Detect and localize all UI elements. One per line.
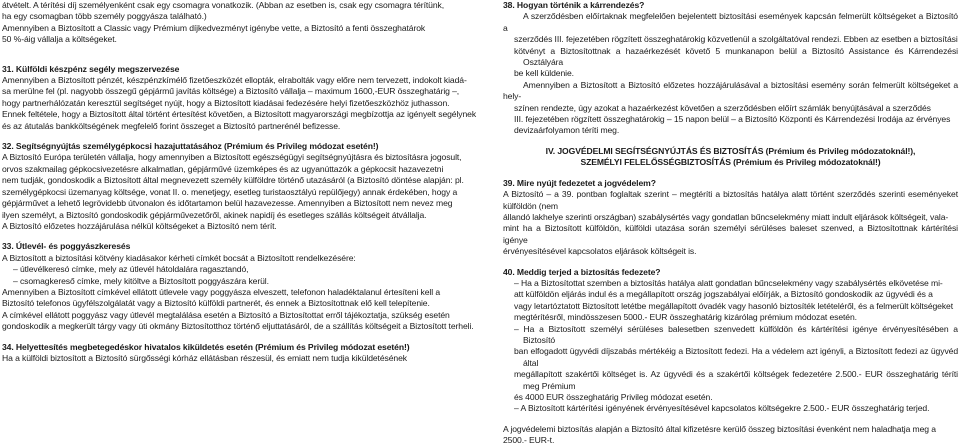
right-column — [503, 0, 958, 446]
section-40-line: – A Biztosított kártérítési igényének érvényesítésével kapcsolatos költségekre 2.500.- EUR összeghatárig terjed. — [514, 403, 930, 414]
section-39-line: érvényesítésével kapcsolatos eljárások költségeit is. — [503, 246, 697, 257]
section-38-line: III. fejezetében rögzített összeghatárokig – 15 napon belül – a Biztosító Központi és Kárrendezési Irodája az érvényes — [514, 114, 951, 125]
section-33-bullet: – útlevélkeresó címke, mely az útlevél hátoldalára ragasztandó, — [13, 264, 249, 275]
section-32-line: gépjárművet a lehető legrövidebb útvonalon és időtartamon belül hazavezesse. Amennyiben a Biztosított nem nevez meg — [2, 198, 453, 209]
section-33-line: Biztosító telefonos ügyfélszolgálatát vagy a Biztosító külföldi partnerét, és ennek a Biztosítottnak elő kell telepítenie. — [2, 298, 430, 309]
intro-line: 50 %-áig vállalja a költségeket. — [2, 34, 117, 45]
section-31-line: Amennyiben a Biztosított pénzét, készpénzkímélő fizetőeszközét ellopták, elrabolták vagy előre nem tervezett, indokolt kiadá- — [2, 75, 467, 86]
chapter-title: SZEMÉLYI FELELŐSSÉGBIZTOSÍTÁS (Prémium és Privileg módozatoknál!) — [580, 157, 881, 168]
section-40-line: megtérítésről, mindösszesen 5000.- EUR összeghatárig kizárólag prémium módozat esetén. — [514, 312, 857, 323]
section-39-line: állandó lakhelye szerinti országban) szabálysértés vagy gondatlan bűncselekmény miatt indult eljárások költségeit, vala- — [503, 211, 949, 222]
section-32-line: ilyen személyt, a Biztosító gondoskodik gépjárművezetőről, akinek napidíj és esetleges szállás költségeit átvállalja. — [2, 209, 427, 220]
section-31-line: hogy partnerhálózatán keresztül segítséget nyújt, hogy a Biztosított kiadásai fedezésére helyi fizetőeszközhöz juthasson. — [2, 97, 450, 108]
section-31-line: sa merülne fel (pl. nagyobb összegű gépjármű javítás költsége) a Biztosító vállalja – maximum 1600,-EUR összeghatárig –, — [2, 86, 460, 97]
section-38-line: szerződés III. fejezetében rögzített összeghatárokig közvetlenül a szolgáltatóval rendezi. Ebben az esetben a biztosítási — [514, 34, 958, 45]
section-40-heading: 40. Meddig terjed a biztosítás fedezete? — [503, 266, 661, 277]
section-40-line: és 4000 EUR összeghatárig Privileg módozat esetén. — [514, 392, 713, 402]
intro-line: ha egy csomagban több személy poggyásza található.) — [2, 11, 207, 22]
section-33-line: Amennyiben a Biztosított címkével ellátott útlevele vagy poggyásza elveszett, telefonon haladéktalanul értesíteni kell a — [2, 286, 441, 297]
section-32-line: nem tudják, gondoskodik a Biztosított által megnevezett személy külföldre történő utazásáról (a Biztosító döntése alapján: pl. — [2, 175, 464, 186]
section-34-line: Ha a külföldi biztosított a Biztosító sürgősségi kórház ellátásban részesül, és emiatt nem tudja kiküldetésének — [2, 352, 407, 363]
section-40-line: att külföldön eljárás indul és a megállapított ország jogszabályai előírják, a Biztosító gondoskodik az ügyvédi és a — [514, 289, 933, 300]
section-33-bullet: – csomagkereső címke, mely kitöltve a Biztosított poggyászára kerül. — [13, 275, 269, 286]
section-39-line: mint ha a Biztosított külföldön, külföldi utazása során személyi sérüléses baleset szenved, a Biztosítottnak kártérítési igénye — [503, 223, 958, 245]
section-32-line: A Biztosító Európa területén vállalja, hogy amennyiben a Biztosított egészségügyi segítségnyújtásra és biztosításra jogosult, — [2, 152, 462, 163]
section-32-line: A Biztosító előzetes hozzájárulása nélkül költségeket a Biztosító nem térít. — [2, 220, 277, 231]
section-38-line: Amennyiben a Biztosított a Biztosító előzetes hozzájárulásával a biztosítási esemény során felmerült költségeket a hely- — [503, 79, 958, 102]
section-40-line: – Ha a Biztosított személyi sérüléses balesetben szenvedett külföldön és kártérítési igénye érvényesítésében a Biztosító — [514, 323, 958, 345]
section-39-line: A Biztosító – a 39. pontban foglaltak szerint – megtéríti a biztosítás hatálya alatt történt szerződés szerinti eseményeket külföldön (nem — [503, 189, 958, 211]
closing-line: 2500.- EUR-t. — [503, 435, 555, 446]
section-40-line: vagy letartóztatott Biztosított letétbe megállapított óvadék vagy hasonló biztosíték letételéről, és a felmerült költségeket — [514, 300, 954, 311]
section-33-line: gondoskodik a megkerült tárgy vagy úti okmány Biztosítotthoz történő eljuttatásáról, de a szállítás költségeit a Biztosított terheli. — [2, 321, 474, 332]
section-34-heading: 34. Helyettesítés megbetegedéskor hivatalos kiküldetés esetén (Prémium és Privileg módozat esetén!) — [2, 341, 410, 352]
section-40-line: – Ha a Biztosítottat szemben a biztosítás hatálya alatt gondatlan bűncselekmény vagy szabálysértés elkövetése mi- — [514, 277, 943, 288]
section-38-heading: 38. Hogyan történik a kárrendezés? — [503, 0, 645, 10]
section-38-line: devizaárfolyamon téríti meg. — [514, 125, 620, 136]
section-32-line: orvos szakmailag gépkocsivezetésre alkalmatlan, gépjárművé üzemképes és az ugyanúttazók a gépkocsit hazavezetni — [2, 163, 444, 174]
section-33-line: A címkével ellátott poggyász vagy útlevél megtalálása esetén a Biztosító a Biztosítottat erről tájékoztatja, szükség esetén — [2, 309, 450, 320]
section-39-heading: 39. Mire nyújt fedezetet a jogvédelem? — [503, 177, 656, 188]
chapter-title: IV. JOGVÉDELMI SEGÍTSÉGNYÚJTÁS ÉS BIZTOSÍTÁS (Prémium és Privileg módozatoknál!), — [545, 145, 916, 156]
section-32-heading: 32. Segítségnyújtás személygépkocsi hazajuttatásához (Prémium és Privileg módozat esetén!) — [2, 141, 379, 152]
section-31-line: és az átutalás bankköltségének megfelelő forint összeget a Biztosító partnerénél befizesse. — [2, 120, 341, 131]
section-33-heading: 33. Útlevél- és poggyászkeresés — [2, 241, 131, 252]
intro-line: átvételt. A térítési díj személyenként csak egy csomagra vonatkozik. (Abban az esetben is, csak egy csomagra térítünk, — [2, 0, 444, 10]
section-40-line: ban elfogadott ügyvédi díjszabás mértékéig a Biztosított fedezi. Ha a védelem azt igényli, a Biztosított fedezi az ügyvéd által — [514, 346, 958, 368]
section-38-line: színen rendezte, úgy azokat a hazaérkezést követően a szerződésben előírt számlák benyújtásával a szerződés — [514, 102, 931, 113]
left-column — [0, 0, 478, 411]
section-38-line: kötvényt a Biztosítottnak a hazaérkezését követő 5 munkanapon belül a Biztosító Assistance és Kárrendezési Osztályára — [514, 45, 958, 68]
section-38-line: A szerződésben előírtaknak megfelelően bejelentett biztosítási események kapcsán felmerült költségeket a Biztosító a — [503, 11, 958, 33]
section-33-intro: A Biztosított a biztosítási kötvény kiadásakor kérheti címkét bocsát a Biztosított rendelkezésére: — [2, 252, 356, 263]
section-31-heading: 31. Külföldi készpénz segély megszervezése — [2, 63, 180, 74]
closing-line: A jogvédelemi biztosítás alapján a Biztosító által kifizetésre kerülő összeg biztosítási évenként nem haladhatja meg a — [503, 423, 936, 434]
section-38-line: be kell küldenie. — [514, 68, 574, 79]
intro-line: Amennyiben a Biztosított a Classic vagy Prémium díjkedvezményt igénybe vette, a Biztosító a fenti összeghatárok — [2, 22, 426, 33]
section-32-line: személygépkocsi üzemanyag költsége, vonat II. o. menetjegy, esetleg turistaosztályú repülőjegy) annak érdekében, hogy a — [2, 186, 458, 197]
section-40-line: megállapított szakértői költséget is. Az ügyvédi és a szakértői költségek fedezetére 2.500.- EUR összeghatárig téríti meg Prémium — [514, 369, 958, 391]
section-31-line: Ennek feltétele, hogy a Biztosított által történt értesítést követően, a Biztosított magyarországi megbízottja az igényelt segélynek — [2, 109, 477, 120]
